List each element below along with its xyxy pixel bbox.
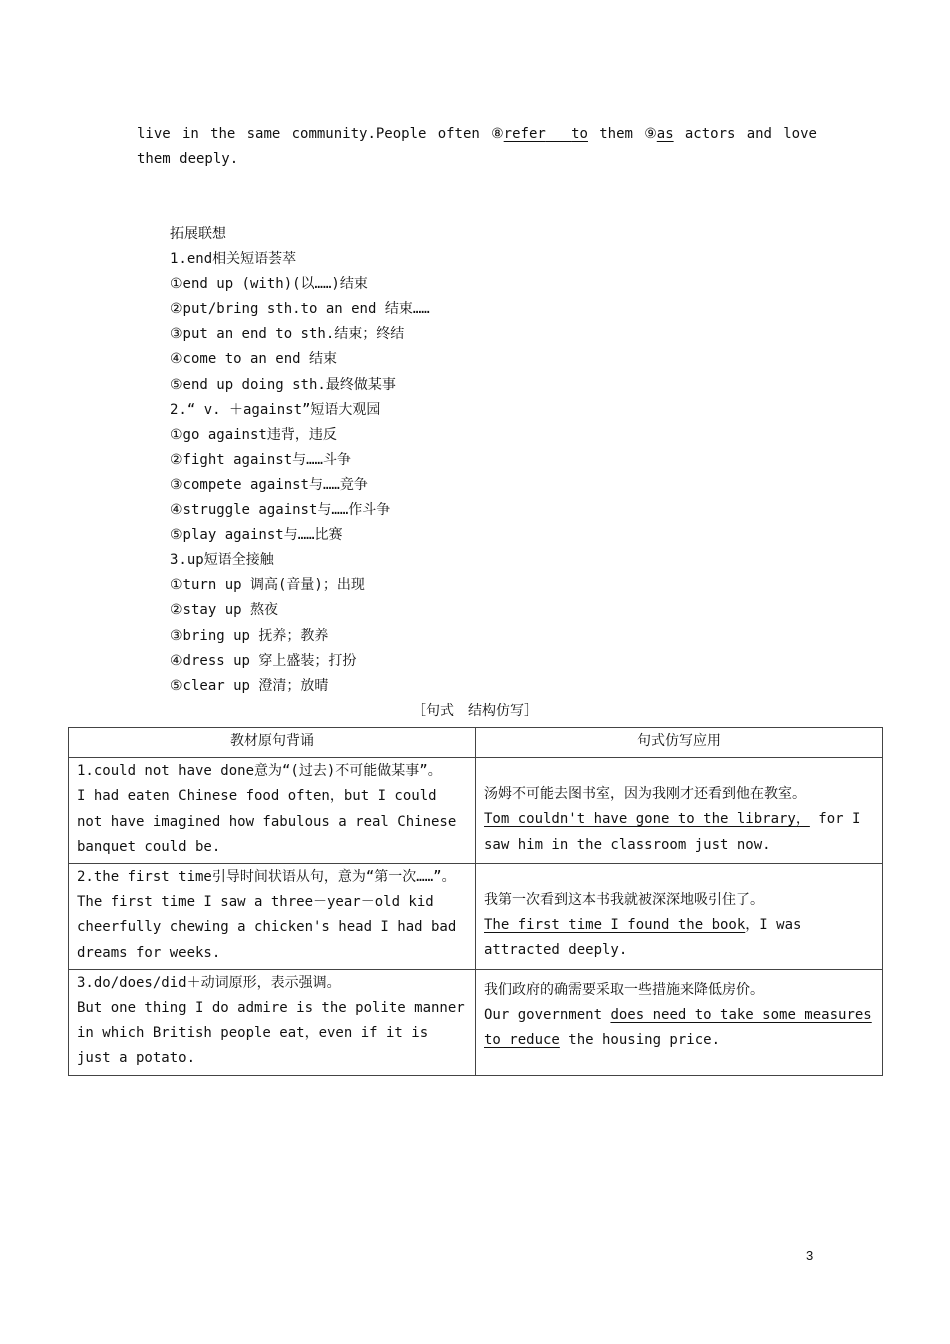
- answer-sentence: [484, 913, 874, 963]
- answer-8-to: to: [571, 126, 588, 142]
- list-item: ④dress up 穿上盛装；打扮: [170, 652, 357, 669]
- column-header-imitation: 句式仿写应用: [476, 728, 883, 758]
- list-item: ③bring up 抚养；教养: [170, 627, 329, 644]
- list-item: ⑤play against与……比赛: [170, 527, 343, 544]
- word: community.People: [291, 126, 427, 142]
- section-title: ［句式 结构仿写］: [412, 703, 538, 719]
- chinese-prompt: 汤姆不可能去图书室，因为我刚才还看到他在教室。: [484, 786, 806, 803]
- imitation-cell: [476, 864, 883, 970]
- list-item: ②fight against与……斗争: [170, 451, 351, 468]
- group-heading: 1.end相关短语荟萃: [170, 251, 297, 268]
- imitation-cell: [476, 969, 883, 1075]
- word: actors: [684, 126, 736, 142]
- expansion-heading: 拓展联想: [170, 226, 226, 242]
- answer-8: [491, 122, 588, 147]
- original-cell: [69, 969, 476, 1075]
- example-sentence: I had eaten Chinese food often，but I could not have imagined how fabulous a real Chinese banquet could be.: [77, 788, 457, 855]
- answer-rest: the housing price.: [559, 1032, 721, 1049]
- rule-text: 1.could not have done意为“(过去)不可能做某事”。: [77, 763, 442, 780]
- answer-underlined: does need to take some measures to reduce: [484, 1007, 872, 1049]
- answer-9: [644, 122, 673, 147]
- word: the: [210, 126, 236, 142]
- list-item: ④struggle against与……作斗争: [170, 502, 391, 519]
- rule-text: 2.the first time引导时间状语从句，意为“第一次……”。: [77, 869, 456, 886]
- original-cell: [69, 864, 476, 970]
- list-item: ①turn up 调高(音量)；出现: [170, 577, 365, 594]
- rule-text: 3.do/does/did＋动词原形，表示强调。: [77, 974, 341, 991]
- answer-9-as: as: [656, 126, 674, 142]
- answer-rest: for I saw him in the classroom just now.: [484, 811, 861, 853]
- list-item: ④come to an end 结束: [170, 351, 337, 368]
- answer-8-refer: refer: [503, 126, 546, 142]
- list-item: ⑤end up doing sth.最终做某事: [170, 376, 396, 393]
- table-row: [69, 864, 883, 970]
- intro-line-1: [137, 122, 817, 147]
- answer-sentence: [484, 1003, 874, 1053]
- intro-paragraph: [137, 122, 817, 172]
- intro-line-2: them deeply.: [137, 151, 239, 167]
- group-heading: 3.up短语全接触: [170, 552, 274, 569]
- word: them: [599, 126, 633, 142]
- chinese-prompt: 我们政府的确需要采取一些措施来降低房价。: [484, 981, 764, 998]
- example-sentence: But one thing I do admire is the polite manner in which British people eat，even if it is just a potato.: [77, 1000, 465, 1067]
- column-header-original: 教材原句背诵: [69, 728, 476, 758]
- list-item: ②put/bring sth.to an end 结束……: [170, 301, 430, 318]
- answer-sentence: [484, 807, 874, 857]
- example-sentence: The first time I saw a three－year－old kid cheerfully chewing a chicken's head I had bad dreams for weeks.: [77, 894, 457, 961]
- word: love: [783, 126, 817, 142]
- expansion-list: [170, 222, 730, 699]
- table-row: [69, 758, 883, 864]
- answer-underlined: Tom couldn't have gone to the library，: [484, 811, 810, 828]
- imitation-cell: [476, 758, 883, 864]
- word: in: [181, 126, 199, 142]
- chinese-prompt: 我第一次看到这本书我就被深深地吸引住了。: [484, 892, 764, 909]
- list-item: ①end up (with)(以……)结束: [170, 276, 368, 293]
- sentence-pattern-table: [68, 727, 883, 1076]
- circle-number-8: ⑧: [491, 126, 504, 142]
- answer-underlined: The first time I found the book: [484, 917, 746, 934]
- word: same: [246, 126, 281, 142]
- list-item: ②stay up 熬夜: [170, 602, 278, 619]
- list-item: ⑤clear up 澄清；放晴: [170, 677, 329, 694]
- table-row: [69, 969, 883, 1075]
- list-item: ①go against违背，违反: [170, 426, 337, 443]
- answer-rest: ，I was attracted deeply.: [484, 917, 802, 959]
- group-heading: 2.“ v. ＋against”短语大观园: [170, 401, 381, 418]
- word: live: [137, 126, 171, 142]
- circle-number-9: ⑨: [644, 126, 657, 142]
- answer-prefix: Our government: [484, 1007, 611, 1024]
- table-header-row: [69, 728, 883, 758]
- list-item: ③put an end to sth.结束；终结: [170, 326, 405, 343]
- original-cell: [69, 758, 476, 864]
- word: and: [746, 126, 772, 142]
- page-number: 3: [806, 1248, 814, 1263]
- list-item: ③compete against与……竞争: [170, 476, 368, 493]
- word: often: [437, 126, 480, 142]
